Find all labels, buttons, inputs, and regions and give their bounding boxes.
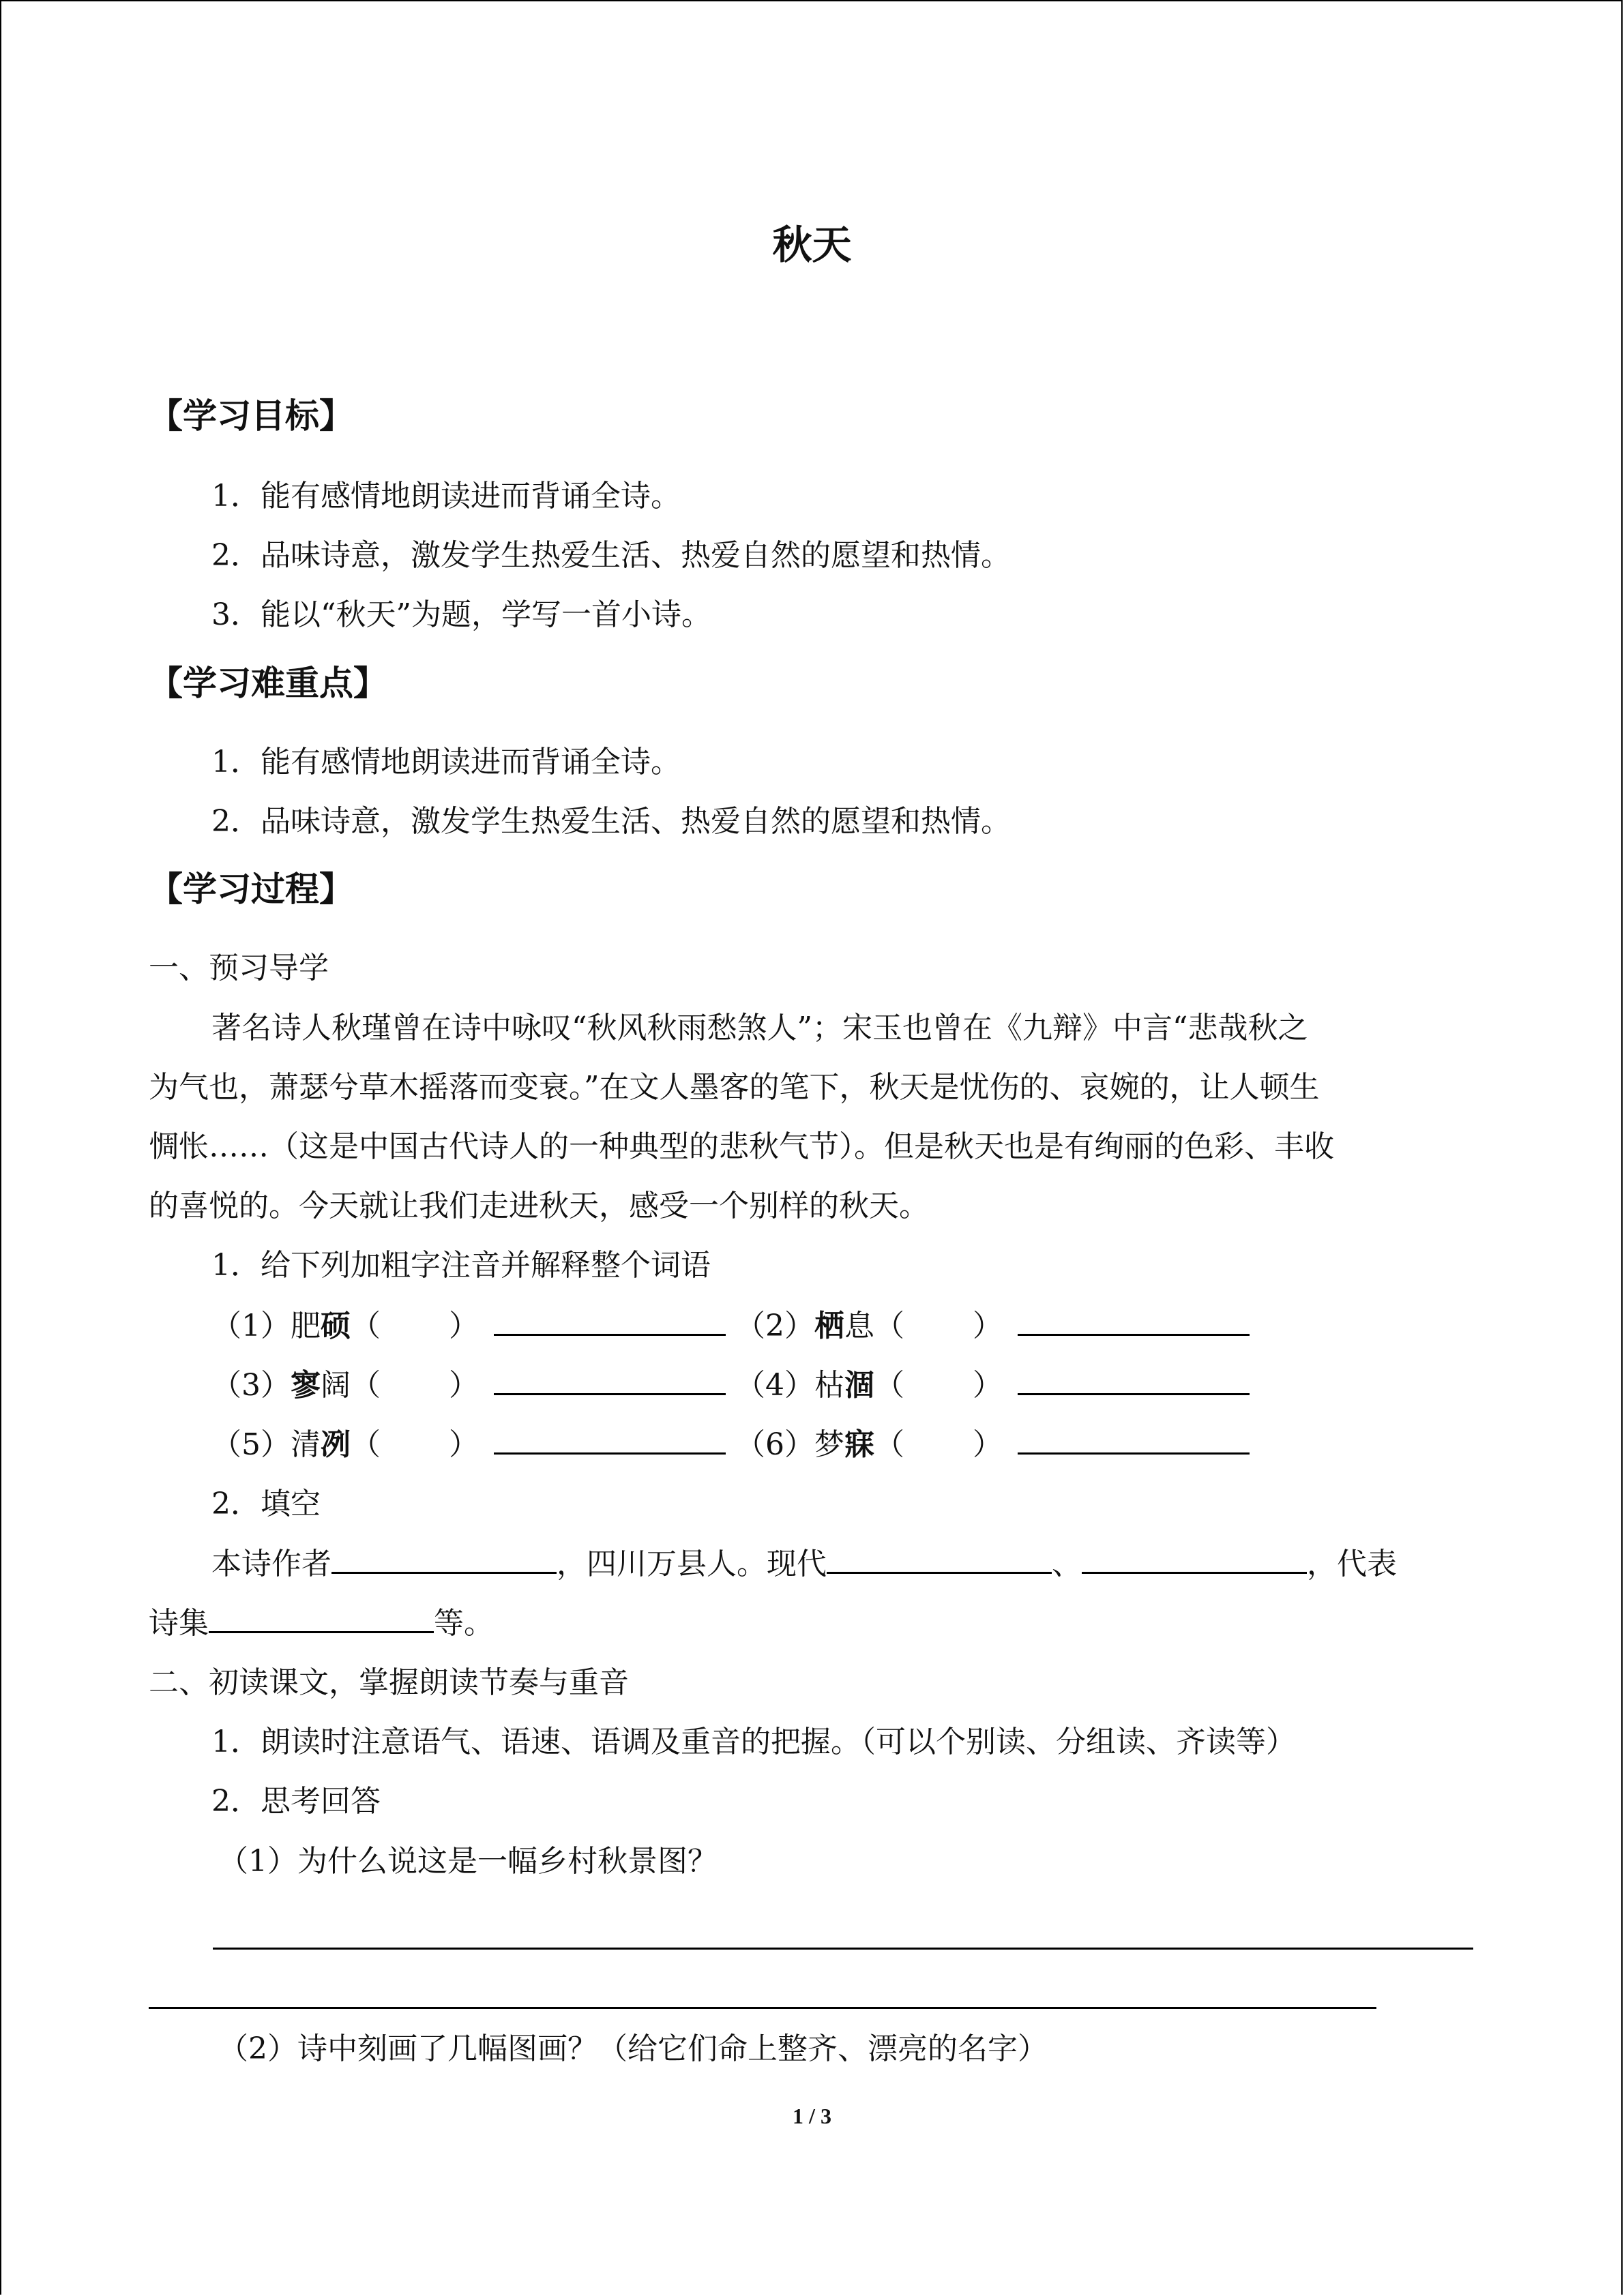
vocab-row-2 [211,1366,1250,1405]
question-2: （2）诗中刻画了几幅图画？（给它们命上整齐、漂亮的名字） [218,2031,1048,2066]
vocab-row-1 [211,1307,1250,1345]
part1-title: 一、预习导学 [149,951,329,985]
vocab-item-6: （6）梦寐（ ） [735,1427,1250,1462]
intro-line-3: 惆怅……（这是中国古代诗人的一种典型的悲秋气节）。但是秋天也是有绚丽的色彩、丰收 [149,1129,1334,1164]
author-blank[interactable] [331,1545,557,1574]
question2-title: 2．填空 [211,1487,321,1521]
objectives-heading: 【学习目标】 [149,396,353,436]
part2-item-2: 2．思考回答 [211,1784,381,1819]
vocab-item-1: （1）肥硕（ ） [211,1309,726,1343]
vocab-item-3: （3）寥阔（ ） [211,1368,726,1403]
objective-item-1: 1．能有感情地朗读进而背诵全诗。 [211,479,681,513]
identity-blank-2[interactable] [1082,1545,1307,1574]
vocab-answer-blank[interactable] [1018,1366,1250,1395]
vocab-item-5: （5）清冽（ ） [211,1427,726,1462]
identity-blank-1[interactable] [827,1545,1052,1574]
intro-line-2: 为气也，萧瑟兮草木摇落而变衰。”在文人墨客的笔下，秋天是忧伤的、哀婉的，让人顿生 [149,1070,1320,1105]
process-heading: 【学习过程】 [149,869,353,909]
vocab-answer-blank[interactable] [494,1366,726,1395]
fill-blank-line-2: 诗集 等。 [149,1604,494,1643]
objective-item-2: 2．品味诗意，激发学生热爱生活、热爱自然的愿望和热情。 [211,538,1011,573]
key-point-item-1: 1．能有感情地朗读进而背诵全诗。 [211,745,681,779]
vocab-row-3 [211,1425,1250,1464]
intro-line-4: 的喜悦的。今天就让我们走进秋天，感受一个别样的秋天。 [149,1189,929,1223]
page-title: 秋天 [772,222,852,268]
vocab-item-4: （4）枯涸（ ） [735,1368,1250,1403]
vocab-answer-blank[interactable] [1018,1307,1250,1336]
question1-title: 1．给下列加粗字注音并解释整个词语 [211,1248,711,1283]
objective-item-3: 3．能以“秋天”为题，学写一首小诗。 [211,597,711,632]
key-point-item-2: 2．品味诗意，激发学生热爱生活、热爱自然的愿望和热情。 [211,804,1011,839]
vocab-answer-blank[interactable] [1018,1425,1250,1455]
part2-item-1: 1．朗读时注意语气、语速、语调及重音的把握。（可以个别读、分组读、齐读等） [211,1725,1296,1759]
part2-title: 二、初读课文，掌握朗读节奏与重音 [149,1665,629,1700]
vocab-answer-blank[interactable] [494,1425,726,1455]
key-points-heading: 【学习难重点】 [149,664,387,703]
question-1: （1）为什么说这是一幅乡村秋景图？ [218,1844,718,1879]
intro-line-1: 著名诗人秋瑾曾在诗中咏叹“秋风秋雨愁煞人”；宋玉也曾在《九辩》中言“悲哉秋之 [211,1011,1308,1045]
page-number: 1 / 3 [793,2104,831,2128]
collection-blank[interactable] [209,1604,434,1633]
answer-line-2[interactable] [149,2007,1376,2009]
answer-line-1[interactable] [213,1948,1473,1950]
vocab-item-2: （2）栖息（ ） [735,1309,1250,1343]
vocab-answer-blank[interactable] [494,1307,726,1336]
fill-blank-line-1: 本诗作者 ，四川万县人。现代 、 ，代表 [211,1545,1397,1583]
